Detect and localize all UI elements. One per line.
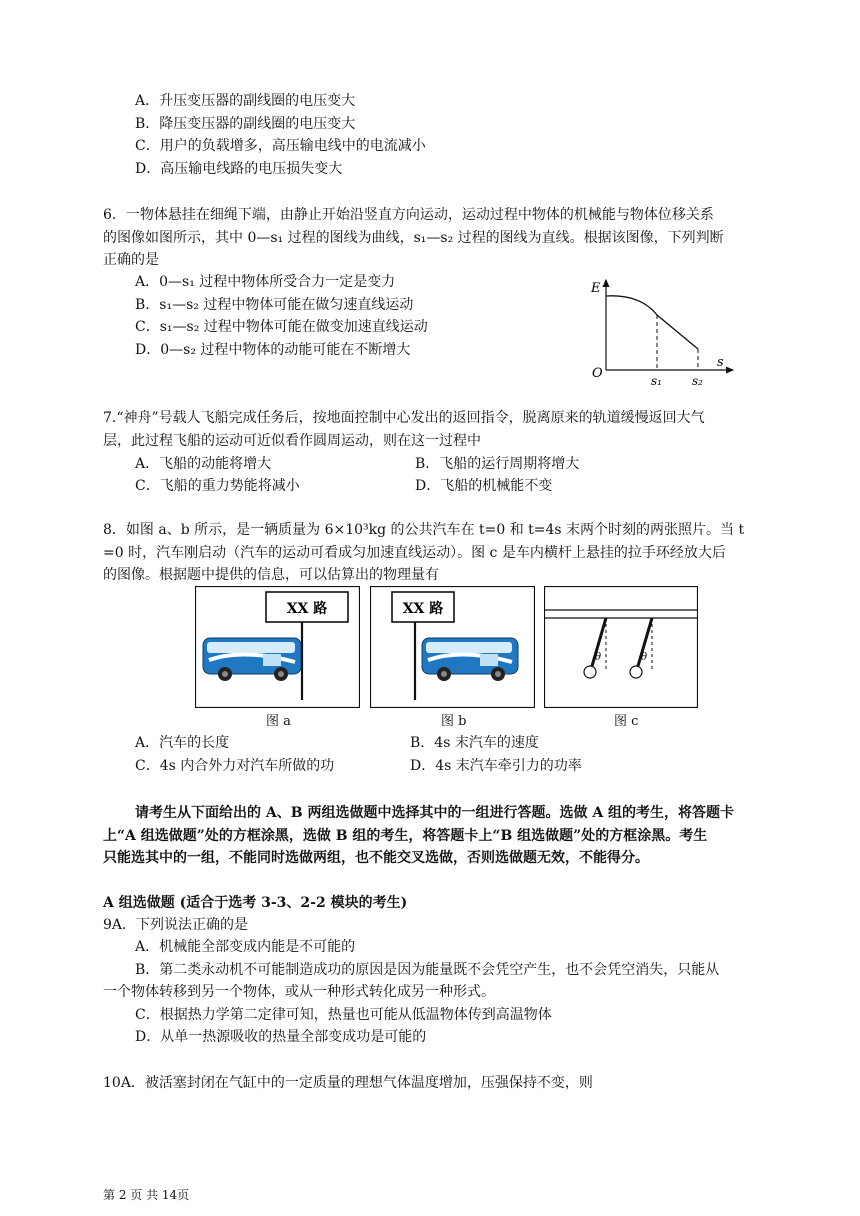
q5-option-c: C．用户的负载增多，高压输电线中的电流减小	[135, 138, 426, 154]
figure-a-label: 图 a	[266, 714, 291, 729]
q9-option-d: D．从单一热源吸收的热量全部变成功是可能的	[135, 1029, 427, 1045]
q6-energy-displacement-graph	[585, 272, 745, 390]
q6-stem-line-2: 的图像如图所示，其中 0—s₁ 过程的图线为曲线，s₁—s₂ 过程的图线为直线。根据该图像，下列判断	[103, 230, 724, 246]
page-footer: 第 2 页 共 14页	[103, 1188, 190, 1202]
graph-tick-s1: s₁	[651, 374, 662, 388]
graph-tick-s2: s₂	[692, 374, 703, 388]
q9-option-b: B．第二类永动机不可能制造成功的原因是因为能量既不会凭空产生，也不会凭空消失，只能从	[135, 962, 720, 978]
q7-stem-line-2: 层，此过程飞船的运动可近似看作圆周运动，则在这一过程中	[103, 433, 481, 449]
group-a-title: A 组选做题 (适合于选考 3-3、2-2 模块的考生)	[103, 895, 408, 911]
q7-option-d: D．飞船的机械能不变	[415, 478, 553, 494]
q9-stem: 9A．下列说法正确的是	[103, 917, 249, 933]
figure-c-label: 图 c	[614, 714, 639, 729]
q6-option-d: D．0—s₂ 过程中物体的动能可能在不断增大	[135, 342, 411, 358]
theta-label-left: θ	[595, 652, 602, 663]
q8-option-a: A．汽车的长度	[135, 735, 230, 751]
notice-line-1: 请考生从下面给出的 A、B 两组选做题中选择其中的一组进行答题。选做 A 组的考生，将答题卡	[135, 805, 735, 821]
graph-y-label: E	[591, 281, 601, 296]
q6-option-c: C．s₁—s₂ 过程中物体可能在做变加速直线运动	[135, 319, 428, 335]
q6-option-a: A．0—s₁ 过程中物体所受合力一定是变力	[135, 274, 396, 290]
q8-stem-line-2: =0 时，汽车刚启动（汽车的运动可看成匀加速直线运动）。图 c 是车内横杆上悬挂的拉手环经放大后	[103, 545, 726, 561]
graph-curve	[606, 296, 698, 349]
q7-option-b: B．飞船的运行周期将增大	[415, 456, 580, 472]
q5-option-d: D．高压输电线路的电压损失变大	[135, 161, 343, 177]
figure-b-bus-photo	[370, 586, 535, 708]
theta-label-right: θ	[641, 652, 648, 663]
q6-stem-line-1: 6．一物体悬挂在细绳下端，由静止开始沿竖直方向运动，运动过程中物体的机械能与物体位移关系	[103, 207, 714, 223]
q6-option-b: B．s₁—s₂ 过程中物体可能在做匀速直线运动	[135, 297, 414, 313]
q6-stem-line-3: 正确的是	[103, 252, 159, 268]
notice-line-3: 只能选其中的一组，不能同时选做两组，也不能交叉选做，否则选做题无效，不能得分。	[103, 850, 649, 866]
figure-a-bus-photo	[195, 586, 360, 708]
q8-option-c: C．4s 内合外力对汽车所做的功	[135, 758, 335, 774]
q9-option-c: C．根据热力学第二定律可知，热量也可能从低温物体传到高温物体	[135, 1007, 552, 1023]
q10-stem: 10A．被活塞封闭在气缸中的一定质量的理想气体温度增加，压强保持不变，则	[103, 1075, 593, 1091]
q7-option-a: A．飞船的动能将增大	[135, 456, 272, 472]
q8-stem-line-1: 8．如图 a、b 所示，是一辆质量为 6×10³kg 的公共汽车在 t=0 和 t=4s 末两个时刻的两张照片。当 t	[103, 522, 745, 538]
q7-stem-line-1: 7.“神舟”号载人飞船完成任务后，按地面控制中心发出的返回指令，脱离原来的轨道缓慢返回大气	[103, 410, 705, 426]
q9-option-a: A．机械能全部变成内能是不可能的	[135, 939, 356, 955]
figure-b-label: 图 b	[441, 714, 467, 729]
graph-x-label: s	[717, 355, 724, 370]
q7-option-c: C．飞船的重力势能将减小	[135, 478, 300, 494]
q8-option-d: D．4s 末汽车牵引力的功率	[410, 758, 582, 774]
figure-c-hanging-rings	[544, 586, 698, 708]
notice-line-2: 上“A 组选做题”处的方框涂黑，选做 B 组的考生，将答题卡上“B 组选做题”处的方框涂黑。考生	[103, 828, 708, 844]
q5-option-a: A．升压变压器的副线圈的电压变大	[135, 93, 356, 109]
road-sign-text: XX 路	[286, 601, 328, 617]
q8-stem-line-3: 的图像。根据题中提供的信息，可以估算出的物理量有	[103, 567, 439, 583]
q9-option-b-cont: 一个物体转移到另一个物体，或从一种形式转化成另一种形式。	[103, 984, 495, 1000]
q8-option-b: B．4s 末汽车的速度	[410, 735, 539, 751]
graph-origin-label: O	[592, 366, 603, 381]
road-sign-text: XX 路	[402, 601, 444, 617]
q5-option-b: B．降压变压器的副线圈的电压变大	[135, 116, 356, 132]
